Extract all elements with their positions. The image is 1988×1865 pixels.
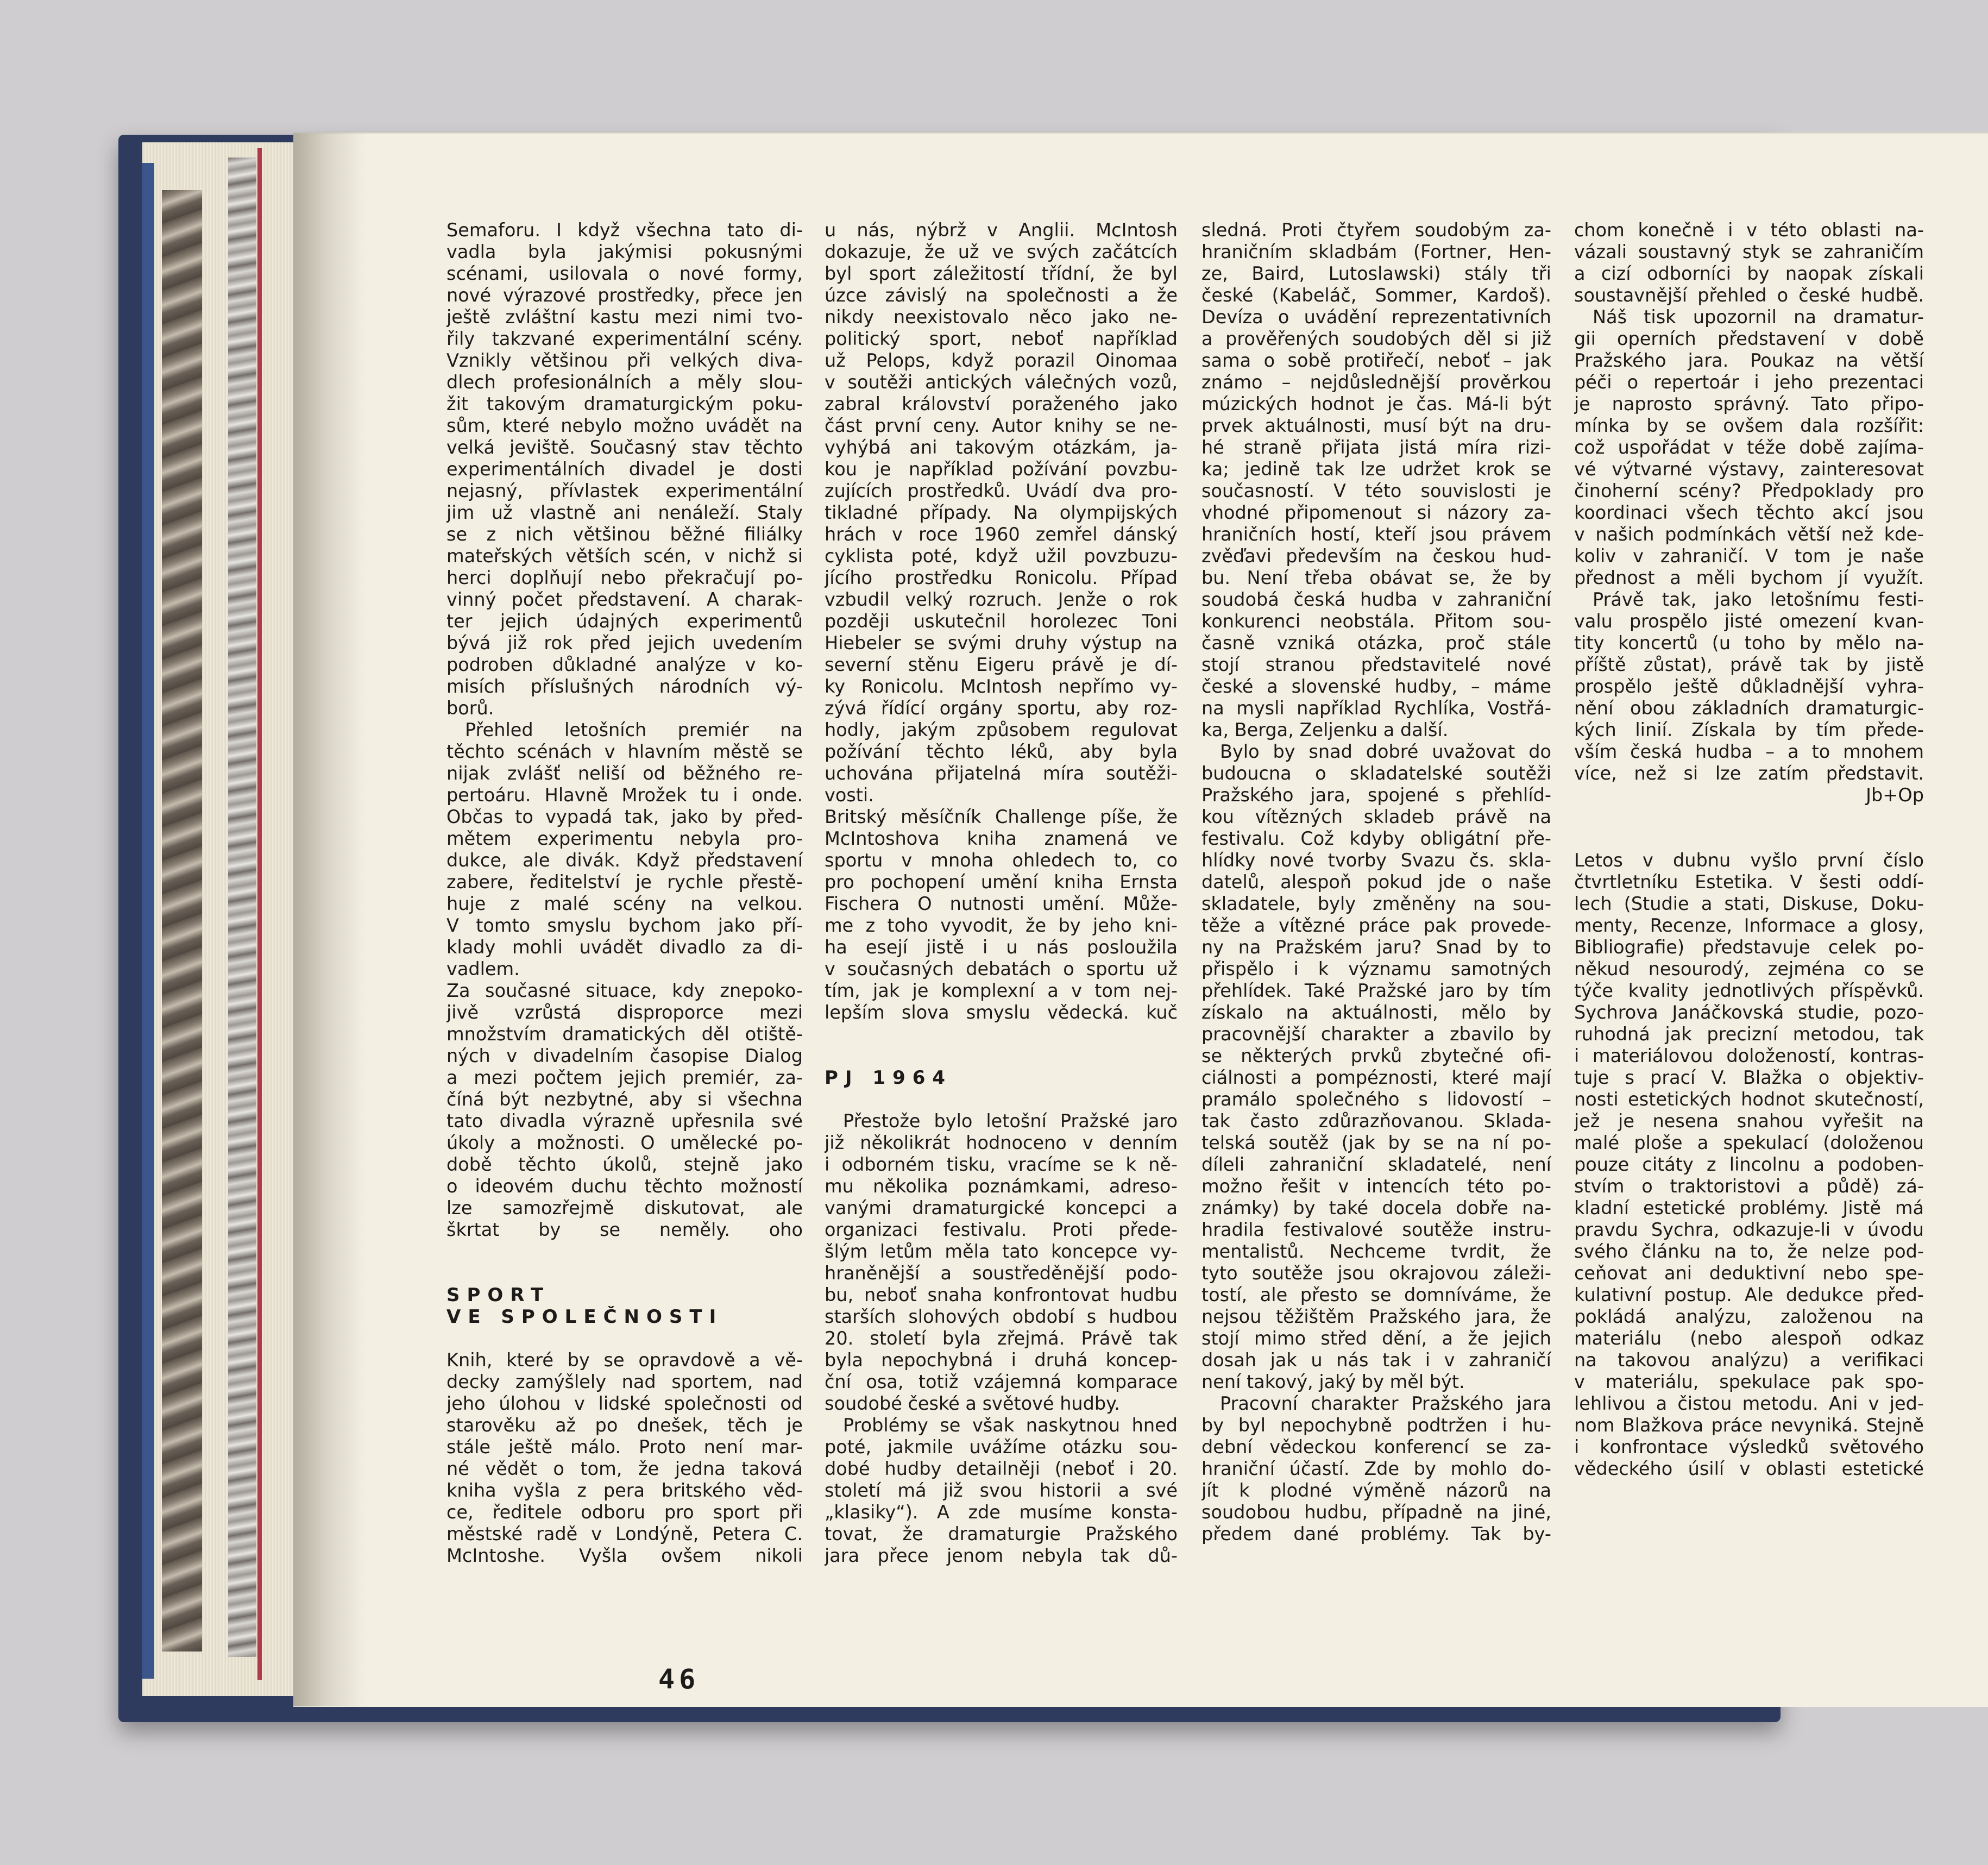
text-line: nění obou základních dramaturgic- bbox=[1574, 698, 1924, 719]
text-line: vědeckého úsilí v oblasti estetické bbox=[1574, 1458, 1924, 1479]
text-line: se některých prvků zbytečné ofi- bbox=[1201, 1045, 1551, 1066]
text-line: požívání těchto léků, aby byla bbox=[825, 741, 1178, 762]
text-line: Jb+Op bbox=[1866, 784, 1924, 806]
red-page-edge bbox=[257, 148, 262, 1680]
text-line: vzbudil velký rozruch. Jenže o rok bbox=[825, 589, 1178, 610]
text-line bbox=[446, 1241, 803, 1263]
text-line: nom Blažkova práce nevyniká. Stejně bbox=[1574, 1415, 1924, 1436]
text-line: mínka by se ovšem dala rozšířit: bbox=[1574, 415, 1924, 436]
text-line: pramálo společného s lidovostí – bbox=[1201, 1089, 1551, 1110]
text-line: severní stěnu Eigeru právě je dí- bbox=[825, 654, 1178, 675]
text-line: jivě vzrůstá disproporce mezi bbox=[446, 1002, 803, 1023]
text-line bbox=[446, 1263, 803, 1284]
marbled-endpaper-inner bbox=[228, 158, 256, 1657]
text-column-3 bbox=[1201, 219, 1551, 1545]
text-line: klady mohli uvádět divadlo za di- bbox=[446, 937, 803, 958]
text-line: dobé hudby detailněji (neboť i 20. bbox=[825, 1458, 1178, 1479]
text-line: mateřských větších scén, v nichž si bbox=[446, 545, 803, 567]
text-line: dokazuje, že už ve svých začátcích bbox=[825, 241, 1178, 262]
text-line: herci doplňují nebo překračují po- bbox=[446, 567, 803, 588]
text-line: vé výtvarné výstavy, zainteresovat bbox=[1574, 459, 1924, 480]
text-line: kou vítězných skladeb právě na bbox=[1201, 806, 1551, 827]
text-line: vinný počet představení. A charak- bbox=[446, 589, 803, 610]
text-line: i odborném tisku, vracíme se k ně- bbox=[825, 1154, 1178, 1175]
blue-bookmark-band bbox=[142, 163, 154, 1679]
text-line: 20. století byla zřejmá. Právě tak bbox=[825, 1328, 1178, 1349]
text-line: o ideovém duchu těchto možností bbox=[446, 1176, 803, 1197]
text-line: přehlídek. Také Pražské jaro by tím bbox=[1201, 980, 1551, 1001]
text-line bbox=[825, 1089, 1178, 1110]
text-line: borů. bbox=[446, 698, 494, 719]
text-line: vázali soustavný styk se zahraničím bbox=[1574, 241, 1924, 262]
text-line: a mezi počtem jejich premiér, za- bbox=[446, 1067, 803, 1088]
page-gutter-shadow bbox=[293, 133, 364, 1706]
text-line: ných v divadelním časopise Dialog bbox=[446, 1045, 803, 1066]
text-line: ciálnosti a pompéznosti, které mají bbox=[1201, 1067, 1551, 1088]
text-line: tity koncertů (u toho by mělo na- bbox=[1574, 632, 1924, 654]
text-line: velká jeviště. Současný stav těchto bbox=[446, 437, 803, 458]
text-line: misích příslušných národních vý- bbox=[446, 676, 803, 697]
text-line: Přestože bylo letošní Pražské jaro bbox=[843, 1110, 1178, 1132]
text-line: Letos v dubnu vyšlo první číslo bbox=[1574, 850, 1924, 871]
text-line: hraniční účastí. Zde by mohlo do- bbox=[1201, 1458, 1551, 1479]
text-line: Pracovní charakter Pražského jara bbox=[1220, 1393, 1551, 1414]
text-line: Problémy se však naskytnou hned bbox=[843, 1415, 1178, 1436]
text-line: se z nich většinou běžné filiálky bbox=[446, 524, 803, 545]
text-line: pravdu Sychra, odkazuje-li v úvodu bbox=[1574, 1219, 1924, 1240]
text-line: koordinaci všech těchto akcí jsou bbox=[1574, 502, 1924, 523]
text-line: příště zůstat), právě tak by jistě bbox=[1574, 654, 1924, 675]
text-line: zabere, ředitelství je rychle přestě- bbox=[446, 871, 803, 893]
text-line: McIntoshova kniha znamená ve bbox=[825, 828, 1178, 849]
text-line: né vědět o tom, že jedna taková bbox=[446, 1458, 803, 1479]
text-line: české (Kabeláč, Sommer, Kardoš). bbox=[1201, 285, 1551, 306]
text-line: přispělo i k významu samotných bbox=[1201, 958, 1551, 979]
text-line: možno řešit v intencích této po- bbox=[1201, 1176, 1551, 1197]
text-line: dlech profesionálních a měly slou- bbox=[446, 372, 803, 393]
text-line: více, než si lze zatím představit. bbox=[1574, 763, 1924, 784]
text-line: hraničních hostí, kteří jsou právem bbox=[1201, 524, 1551, 545]
text-line: ka, Berga, Zeljenku a další. bbox=[1201, 719, 1449, 740]
text-line: v materiálu, spekulace pak spo- bbox=[1574, 1371, 1924, 1392]
text-line: týče kvality jednotlivých příspěvků. bbox=[1574, 980, 1924, 1001]
section-heading: VE SPOLEČNOSTI bbox=[446, 1306, 724, 1328]
text-line: Pražského jara. Poukaz na větší bbox=[1574, 350, 1924, 371]
text-line: současností. V této souvislosti je bbox=[1201, 480, 1551, 501]
text-line: tato divadla výrazně upřesnila své bbox=[446, 1110, 803, 1132]
text-line: scénami, usilovala o nové formy, bbox=[446, 263, 803, 284]
text-line bbox=[1574, 828, 1924, 850]
text-line: někud nesourodý, zejména co se bbox=[1574, 958, 1924, 979]
text-line: experimentálních divadel je dosti bbox=[446, 459, 803, 480]
text-line: ruhodná jak precizní metodou, tak bbox=[1574, 1023, 1924, 1045]
text-line: „klasiky“). A zde musíme konsta- bbox=[825, 1502, 1178, 1523]
text-line: hlídky nové tvorby Svazu čs. skla- bbox=[1201, 850, 1551, 871]
text-line: kých linií. Získala by tím přede- bbox=[1574, 719, 1924, 740]
text-line: soudobá česká hudba v zahraniční bbox=[1201, 589, 1551, 610]
text-line: žit takovým dramaturgickým poku- bbox=[446, 393, 803, 415]
text-line: pouze citáty z lincolnu a podoben- bbox=[1574, 1154, 1924, 1175]
text-line: dební vědeckou konferencí se za- bbox=[1201, 1436, 1551, 1458]
text-line: i konfrontace výsledků světového bbox=[1574, 1436, 1924, 1458]
text-line: škrtat by se neměly. oho bbox=[446, 1219, 803, 1240]
text-line: múzických hodnot je čas. Má-li být bbox=[1201, 393, 1551, 415]
text-line: již několikrát hodnoceno v denním bbox=[825, 1132, 1178, 1153]
text-line: stojí mimo střed dění, a že jejich bbox=[1201, 1328, 1551, 1349]
text-line: malé ploše a spekulací (doloženou bbox=[1574, 1132, 1924, 1153]
text-line: úzce závislý na společnosti a že bbox=[825, 285, 1178, 306]
text-line bbox=[825, 1023, 1178, 1045]
text-line: poté, jakmile uvážíme otázku sou- bbox=[825, 1436, 1178, 1458]
text-line: známo – nejdůslednější prověrkou bbox=[1201, 372, 1551, 393]
text-line: ny na Pražském jaru? Snad by to bbox=[1201, 937, 1551, 958]
text-line: V tomto smyslu bychom jako pří- bbox=[446, 915, 803, 936]
text-line: pracovnější charakter a zbavilo by bbox=[1201, 1023, 1551, 1045]
text-line: mětem experimentu nebyla pro- bbox=[446, 828, 803, 849]
text-line: číná být nezbytné, aby si všechna bbox=[446, 1089, 803, 1110]
text-line: decky zamýšlely nad sportem, nad bbox=[446, 1371, 803, 1392]
page-number: 46 bbox=[658, 1663, 700, 1695]
text-line: kulativní postup. Ale dedukce před- bbox=[1574, 1284, 1924, 1305]
text-line: městské radě v Londýně, Petera C. bbox=[446, 1523, 803, 1544]
text-line: uchována přijatelná míra soutěži- bbox=[825, 763, 1178, 784]
text-line: Hiebeler se svými druhy výstup na bbox=[825, 632, 1178, 654]
text-line: na mysli například Rychlíka, Vostřá- bbox=[1201, 698, 1551, 719]
text-line: politický sport, neboť například bbox=[825, 328, 1178, 349]
text-line: sům, které nebylo možno uvádět na bbox=[446, 415, 803, 436]
text-line: hradila festivalové soutěže instru- bbox=[1201, 1219, 1551, 1240]
text-line: což uspořádat v téže době zajíma- bbox=[1574, 437, 1924, 458]
text-line: zujících prostředků. Uvádí dva pro- bbox=[825, 480, 1178, 501]
section-heading: PJ 1964 bbox=[825, 1067, 953, 1089]
text-line: cyklista poté, když užil povzbuzu- bbox=[825, 545, 1178, 567]
text-line: řily takzvané experimentální scény. bbox=[446, 328, 803, 349]
text-line: kou je například požívání povzbu- bbox=[825, 459, 1178, 480]
text-line: úkoly a možnosti. O umělecké po- bbox=[446, 1132, 803, 1153]
text-line: materiálu (nebo alespoň odkaz bbox=[1574, 1328, 1924, 1349]
section-heading: SPORT bbox=[446, 1284, 551, 1306]
text-line: tovat, že dramaturgie Pražského bbox=[825, 1523, 1178, 1544]
text-line: Náš tisk upozornil na dramatur- bbox=[1593, 306, 1924, 328]
text-line: bu. Není třeba obávat se, že by bbox=[1201, 567, 1551, 588]
text-line: budoucna o skladatelské soutěži bbox=[1201, 763, 1551, 784]
text-line: pro pochopení umění kniha Ernsta bbox=[825, 871, 1178, 893]
text-line: nijak zvlášť neliší od běžného re- bbox=[446, 763, 803, 784]
text-line: jícího prostředku Ronicolu. Případ bbox=[825, 567, 1178, 588]
text-line: podroben důkladné analýze v ko- bbox=[446, 654, 803, 675]
text-line: by byl nepochybně podtržen i hu- bbox=[1201, 1415, 1551, 1436]
text-line: ce, ředitele odboru pro sport při bbox=[446, 1502, 803, 1523]
text-line: starších slohových období s hudbou bbox=[825, 1306, 1178, 1327]
text-line: sportu v mnoha ohledech to, co bbox=[825, 850, 1178, 871]
text-line: dosah jak u nás tak i v zahraničí bbox=[1201, 1349, 1551, 1371]
text-line: jeho úlohou v lidské společnosti od bbox=[446, 1393, 803, 1414]
text-line: lze samozřejmě diskutovat, ale bbox=[446, 1197, 803, 1219]
text-line: me z toho vyvodit, že by jeho kni- bbox=[825, 915, 1178, 936]
text-line: telská soutěž (jak by se na ní po- bbox=[1201, 1132, 1551, 1153]
text-line bbox=[446, 1328, 803, 1349]
text-line: vanými dramaturgické koncepci a bbox=[825, 1197, 1178, 1219]
text-line: stále ještě málo. Proto není mar- bbox=[446, 1436, 803, 1458]
text-line: jara přece jenom nebyla tak dů- bbox=[825, 1545, 1178, 1566]
text-line: přednost a měli bychom jí využít. bbox=[1574, 567, 1924, 588]
text-line: i materiálovou doložeností, kontras- bbox=[1574, 1045, 1924, 1066]
text-column-1 bbox=[446, 219, 803, 1567]
text-line: Devíza o uvádění reprezentativních bbox=[1201, 306, 1551, 328]
text-line: množstvím dramatických děl otiště- bbox=[446, 1023, 803, 1045]
text-column-2 bbox=[825, 219, 1178, 1567]
text-line: hraničním skladbám (Fortner, Hen- bbox=[1201, 241, 1551, 262]
text-line: tostí, ale přesto se domníváme, že bbox=[1201, 1284, 1551, 1305]
text-line: byl sport záležitostí třídní, že byl bbox=[825, 263, 1178, 284]
text-line: ha esejí jistě i u nás posloužila bbox=[825, 937, 1178, 958]
text-line: ky Ronicolu. McIntosh nepřímo vy- bbox=[825, 676, 1178, 697]
text-line: tuje s prací V. Blažka o objektiv- bbox=[1574, 1067, 1924, 1088]
text-line: McIntoshe. Vyšla ovšem nikoli bbox=[446, 1545, 803, 1566]
text-line: hrách v roce 1960 zemřel dánský bbox=[825, 524, 1178, 545]
text-line: nosti estetických hodnot skutečností, bbox=[1574, 1089, 1924, 1110]
text-line: datelů, alespoň pokud jde o naše bbox=[1201, 871, 1551, 893]
text-line: získalo na aktuálnosti, mělo by bbox=[1201, 1002, 1551, 1023]
text-line: soustavnější přehled o české hudbě. bbox=[1574, 285, 1924, 306]
text-line: Vznikly většinou při velkých diva- bbox=[446, 350, 803, 371]
text-line: ter jejich údajných experimentů bbox=[446, 611, 803, 632]
text-line: předem dané problémy. Tak by- bbox=[1201, 1523, 1551, 1544]
text-line: lech (Studie a stati, Diskuse, Doku- bbox=[1574, 893, 1924, 914]
text-line: a cizí odborníci by naopak získali bbox=[1574, 263, 1924, 284]
text-line: sledná. Proti čtyřem soudobým za- bbox=[1201, 219, 1551, 241]
text-line: Přehled letošních premiér na bbox=[465, 719, 803, 740]
text-line: lehlivou a čistou metodu. Ani v jed- bbox=[1574, 1393, 1924, 1414]
text-line: ze, Baird, Lutoslawski) stály tři bbox=[1201, 263, 1551, 284]
text-line: zývá řídící orgány sportu, aby roz- bbox=[825, 698, 1178, 719]
text-line: ještě zvláštní kastu mezi nimi tvo- bbox=[446, 306, 803, 328]
text-line: sama o sobě protiřečí, neboť – jak bbox=[1201, 350, 1551, 371]
text-line: prospělo ještě důkladnější vyhra- bbox=[1574, 676, 1924, 697]
text-line: Pražského jara, spojené s přehlíd- bbox=[1201, 784, 1551, 806]
text-line: jim už vlastně ani nenáleží. Staly bbox=[446, 502, 803, 523]
text-line: vyhýbá ani takovým otázkám, ja- bbox=[825, 437, 1178, 458]
text-line: gii operních představení v době bbox=[1574, 328, 1924, 349]
text-line: ční osa, totiž vzájemná komparace bbox=[825, 1371, 1178, 1392]
text-line: Občas to vypadá tak, jako by před- bbox=[446, 806, 803, 827]
text-line: část první ceny. Autor knihy se ne- bbox=[825, 415, 1178, 436]
text-line: stojí stranou představitelé nové bbox=[1201, 654, 1551, 675]
text-line: hé straně přijata jistá míra rizi- bbox=[1201, 437, 1551, 458]
text-line: nikdy neexistovalo něco jako ne- bbox=[825, 306, 1178, 328]
text-line: chom konečně i v této oblasti na- bbox=[1574, 219, 1924, 241]
text-line: Fischera O nutnosti umění. Může- bbox=[825, 893, 1178, 914]
text-line: v soutěži antických válečných vozů, bbox=[825, 372, 1178, 393]
text-line: pokládá analýzu, založenou na bbox=[1574, 1306, 1924, 1327]
text-line: hodly, jakým způsobem regulovat bbox=[825, 719, 1178, 740]
text-line: koliv v zahraničí. V tom je naše bbox=[1574, 545, 1924, 567]
text-line: Britský měsíčník Challenge píše, že bbox=[825, 806, 1178, 827]
text-line: mu několika poznámkami, adreso- bbox=[825, 1176, 1178, 1197]
text-line: mentalistů. Nechceme tvrdit, že bbox=[1201, 1241, 1551, 1262]
text-line: časně vzniká otázka, proč stále bbox=[1201, 632, 1551, 654]
text-line: století má již svou historii a své bbox=[825, 1480, 1178, 1501]
text-line: Bibliografie) představuje celek po- bbox=[1574, 937, 1924, 958]
text-line: hraněnější a soustředěnější podo- bbox=[825, 1263, 1178, 1284]
text-line: ceňovat ani deduktivní nebo spe- bbox=[1574, 1263, 1924, 1284]
text-line: kladní estetické problémy. Jistě má bbox=[1574, 1197, 1924, 1219]
text-line: pertoáru. Hlavně Mrožek tu i onde. bbox=[446, 784, 803, 806]
text-line: Sychrova Janáčkovská studie, pozo- bbox=[1574, 1002, 1924, 1023]
text-line: Bylo by snad dobré uvažovat do bbox=[1220, 741, 1551, 762]
text-line: bývá již rok před jejich uvedením bbox=[446, 632, 803, 654]
text-line: vším česká hudba – a to mnohem bbox=[1574, 741, 1924, 762]
text-column-4 bbox=[1574, 219, 1924, 1480]
text-line: ka; jedině tak lze udržet krok se bbox=[1201, 459, 1551, 480]
text-line: šlým letům měla tato koncepce vy- bbox=[825, 1241, 1178, 1262]
text-line: nejsou těžištěm Pražského jara, že bbox=[1201, 1306, 1551, 1327]
text-line: svého článku na to, že nelze pod- bbox=[1574, 1241, 1924, 1262]
text-line: tak často zdůrazňovanou. Sklada- bbox=[1201, 1110, 1551, 1132]
text-line bbox=[825, 1045, 1178, 1067]
text-line: tikladné případy. Na olympijských bbox=[825, 502, 1178, 523]
text-line: české a slovenské hudby, – máme bbox=[1201, 676, 1551, 697]
text-line: soudobé české a světové hudby. bbox=[825, 1393, 1120, 1414]
text-line: vosti. bbox=[825, 784, 874, 806]
text-line: známky) by také docela dobře na- bbox=[1201, 1197, 1551, 1219]
text-line: soudobou hudbu, případně na jiné, bbox=[1201, 1502, 1551, 1523]
text-line: těže a vítězné práce pak provede- bbox=[1201, 915, 1551, 936]
text-line: díleli zahraniční skladatelé, není bbox=[1201, 1154, 1551, 1175]
text-line: nové výrazové prostředky, přece jen bbox=[446, 285, 803, 306]
text-line: vadla byla jakýmisi pokusnými bbox=[446, 241, 803, 262]
text-line: zvěďavi především na českou hud- bbox=[1201, 545, 1551, 567]
text-line: čtvrtletníku Estetika. V šesti oddí- bbox=[1574, 871, 1924, 893]
text-line: těchto scénách v hlavním městě se bbox=[446, 741, 803, 762]
text-line bbox=[1574, 806, 1924, 828]
text-line: Právě tak, jako letošnímu festi- bbox=[1593, 589, 1924, 610]
text-line: Za současné situace, kdy znepoko- bbox=[446, 980, 803, 1001]
text-line: tyto soutěže jsou okrajovou záleži- bbox=[1201, 1263, 1551, 1284]
text-line: Semaforu. I když všechna tato di- bbox=[446, 219, 803, 241]
text-line: starověku až po dnešek, těch je bbox=[446, 1415, 803, 1436]
text-line: není takový, jaký by měl být. bbox=[1201, 1371, 1465, 1392]
text-line: Knih, které by se opravdově a vě- bbox=[446, 1349, 803, 1371]
text-line: lepším slova smyslu vědecká. kuč bbox=[825, 1002, 1178, 1023]
text-line: na takovou analýzu) a verifikaci bbox=[1574, 1349, 1924, 1371]
text-line: menty, Recenze, Informace a glosy, bbox=[1574, 915, 1924, 936]
text-line: stvím o traktoristovi a půdě) zá- bbox=[1574, 1176, 1924, 1197]
text-line: zabral království poraženého jako bbox=[825, 393, 1178, 415]
text-line: a prověřených soudobých děl si již bbox=[1201, 328, 1551, 349]
text-line: kniha vyšla z pera britského věd- bbox=[446, 1480, 803, 1501]
text-line: byla nepochybná i druhá koncep- bbox=[825, 1349, 1178, 1371]
marbled-endpaper bbox=[162, 190, 202, 1652]
text-line: bu, neboť snaha konfrontovat hudbu bbox=[825, 1284, 1178, 1305]
text-line: organizaci festivalu. Proti přede- bbox=[825, 1219, 1178, 1240]
text-line: dukce, ale divák. Když představení bbox=[446, 850, 803, 871]
text-line: vhodné připomenout si názory za- bbox=[1201, 502, 1551, 523]
text-line: péči o repertoár i jeho prezentaci bbox=[1574, 372, 1924, 393]
text-line: vadlem. bbox=[446, 958, 520, 979]
text-line: skladatele, byly změněny na sou- bbox=[1201, 893, 1551, 914]
text-line: huje z malé scény na velkou. bbox=[446, 893, 803, 914]
text-line: už Pelops, když porazil Oinomaa bbox=[825, 350, 1178, 371]
text-line: době těchto úkolů, stejně jako bbox=[446, 1154, 803, 1175]
text-line: v současných debatách o sportu už bbox=[825, 958, 1178, 979]
text-line: tím, jak je komplexní a v tom nej- bbox=[825, 980, 1178, 1001]
text-line: konkurenci neobstála. Přitom sou- bbox=[1201, 611, 1551, 632]
text-line: nejasný, přívlastek experimentální bbox=[446, 480, 803, 501]
text-line: později uskutečnil horolezec Toni bbox=[825, 611, 1178, 632]
text-line: valu prospělo jisté omezení kvan- bbox=[1574, 611, 1924, 632]
text-line: jít k plodné výměně názorů na bbox=[1201, 1480, 1551, 1501]
text-line: jež je nesena snahou vyřešit na bbox=[1574, 1110, 1924, 1132]
text-line: festivalu. Což kdyby obligátní pře- bbox=[1201, 828, 1551, 849]
text-line: je naprosto správný. Tato připo- bbox=[1574, 393, 1924, 415]
text-line: prvek aktuálnosti, musí být na dru- bbox=[1201, 415, 1551, 436]
text-line: činoherní scény? Předpoklady pro bbox=[1574, 480, 1924, 501]
text-line: u nás, nýbrž v Anglii. McIntosh bbox=[825, 219, 1178, 241]
text-line: v našich podmínkách větší než kde- bbox=[1574, 524, 1924, 545]
